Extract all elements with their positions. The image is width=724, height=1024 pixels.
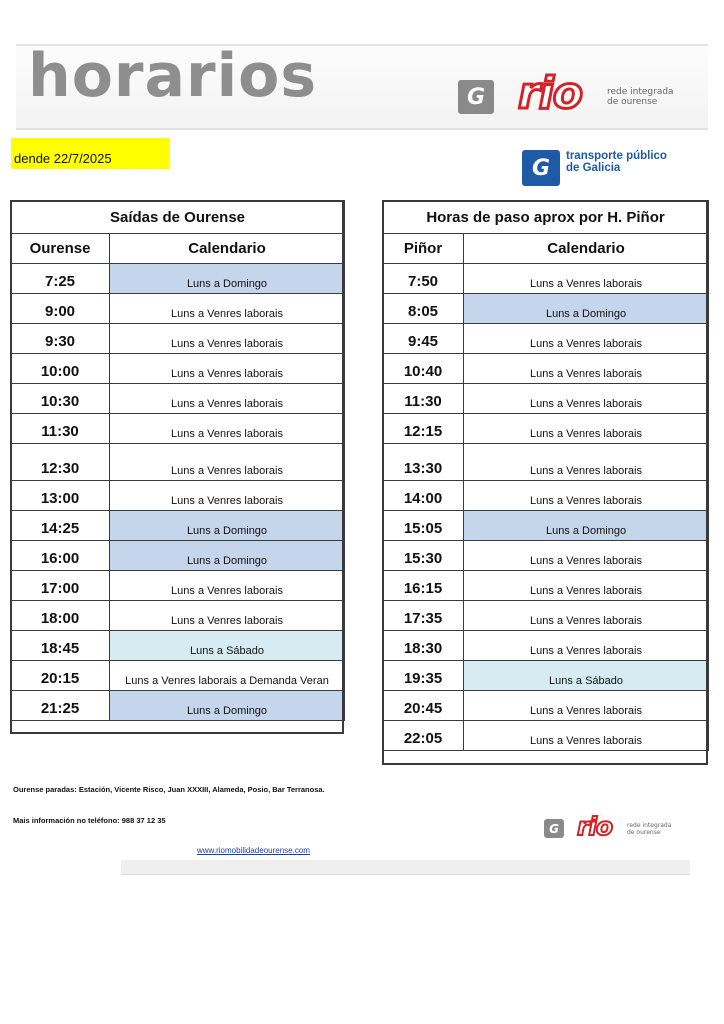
column-header-time: Ourense [11, 233, 110, 263]
table-title: Horas de paso aprox por H. Piñor [383, 201, 709, 233]
table-row [383, 353, 709, 383]
departure-time: 9:00 [11, 293, 110, 323]
calendar-cell: Luns a Domingo [110, 510, 345, 540]
calendar-cell: Luns a Venres laborais [464, 720, 709, 750]
departure-time: 9:30 [11, 323, 110, 353]
calendar-cell: Luns a Venres laborais [110, 293, 345, 323]
galicia-logo-small-glyph: G [549, 821, 559, 836]
page-title: horarios [28, 41, 318, 111]
table-row [383, 570, 709, 600]
calendar-cell: Luns a Venres laborais [110, 413, 345, 443]
table-row [11, 353, 345, 383]
departure-time: 10:30 [11, 383, 110, 413]
departure-time: 15:30 [383, 540, 464, 570]
website-link[interactable]: www.riomobilidadeourense.com [197, 846, 310, 855]
calendar-cell: Luns a Venres laborais a Demanda Veran [110, 660, 345, 690]
departure-time: 18:00 [11, 600, 110, 630]
calendar-cell: Luns a Venres laborais [464, 570, 709, 600]
table-row [11, 690, 345, 720]
transport-logo-text [566, 150, 667, 174]
table-row [383, 540, 709, 570]
column-header-calendar: Calendario [464, 233, 709, 263]
calendar-cell: Luns a Venres laborais [464, 443, 709, 480]
table-row [383, 600, 709, 630]
rio-logo: rio [518, 68, 583, 119]
transport-galicia-logo-icon [522, 150, 560, 186]
table-row [11, 630, 345, 660]
table-row [383, 263, 709, 293]
departure-time: 8:05 [383, 293, 464, 323]
footer-band [121, 860, 690, 875]
departure-time: 11:30 [383, 383, 464, 413]
table-title-row [383, 201, 709, 233]
rio-tagline [607, 88, 674, 108]
table-row [11, 323, 345, 353]
table-row [11, 413, 345, 443]
table-row [383, 720, 709, 750]
departure-time: 18:45 [11, 630, 110, 660]
table-row [11, 570, 345, 600]
departure-time: 14:00 [383, 480, 464, 510]
calendar-cell: Luns a Venres laborais [110, 443, 345, 480]
departure-time: 11:30 [11, 413, 110, 443]
calendar-cell: Luns a Venres laborais [464, 413, 709, 443]
phone-note: Mais información no teléfono: 988 37 12 35 [13, 816, 166, 825]
table-row [11, 660, 345, 690]
table-row [11, 293, 345, 323]
departure-time: 20:45 [383, 690, 464, 720]
departure-time: 15:05 [383, 510, 464, 540]
calendar-cell: Luns a Domingo [464, 293, 709, 323]
table-title-row [11, 201, 345, 233]
calendar-cell: Luns a Venres laborais [464, 353, 709, 383]
calendar-cell: Luns a Venres laborais [464, 540, 709, 570]
table-header-row [11, 233, 345, 263]
table-row [11, 383, 345, 413]
table-row [11, 480, 345, 510]
table-row [383, 630, 709, 660]
galicia-logo-small-icon [544, 819, 564, 838]
departure-time: 12:30 [11, 443, 110, 480]
column-header-calendar: Calendario [110, 233, 345, 263]
rio-tagline-line2: de ourense [607, 96, 658, 107]
calendar-cell: Luns a Sábado [110, 630, 345, 660]
table-row [383, 660, 709, 690]
departure-time: 14:25 [11, 510, 110, 540]
departure-time: 10:40 [383, 353, 464, 383]
rio-tagline-small-line2: de ourense [627, 828, 661, 836]
table-title: Saídas de Ourense [11, 201, 345, 233]
table-row [11, 443, 345, 480]
calendar-cell: Luns a Venres laborais [110, 570, 345, 600]
calendar-cell: Luns a Venres laborais [110, 323, 345, 353]
calendar-cell: Luns a Sábado [464, 660, 709, 690]
calendar-cell: Luns a Venres laborais [464, 323, 709, 353]
table-row [11, 263, 345, 293]
calendar-cell: Luns a Venres laborais [464, 383, 709, 413]
galicia-logo-icon [458, 80, 494, 114]
transport-logo-line1: transporte público [566, 150, 667, 162]
rio-logo-small: rio [577, 812, 613, 841]
departure-time: 13:00 [11, 480, 110, 510]
column-header-time: Piñor [383, 233, 464, 263]
calendar-cell: Luns a Venres laborais [110, 480, 345, 510]
departure-time: 17:00 [11, 570, 110, 600]
calendar-cell: Luns a Domingo [110, 690, 345, 720]
calendar-cell: Luns a Domingo [110, 263, 345, 293]
rio-tagline-small [627, 823, 671, 836]
departure-time: 9:45 [383, 323, 464, 353]
calendar-cell: Luns a Venres laborais [464, 690, 709, 720]
table-row [383, 293, 709, 323]
calendar-cell: Luns a Domingo [464, 510, 709, 540]
table-row [11, 510, 345, 540]
valid-from-date: dende 22/7/2025 [11, 138, 170, 169]
stops-note: Ourense paradas: Estación, Vicente Risco, Juan XXXIII, Alameda, Posio, Bar Terranosa. [13, 785, 325, 794]
calendar-cell: Luns a Domingo [110, 540, 345, 570]
calendar-cell: Luns a Venres laborais [464, 600, 709, 630]
departures-ourense-table [10, 200, 345, 721]
calendar-cell: Luns a Venres laborais [110, 353, 345, 383]
calendar-cell: Luns a Venres laborais [110, 600, 345, 630]
table-row [383, 323, 709, 353]
table-row [383, 510, 709, 540]
table-row [383, 383, 709, 413]
table-row [383, 480, 709, 510]
calendar-cell: Luns a Venres laborais [464, 263, 709, 293]
transport-logo-glyph: G [531, 155, 551, 181]
departure-time: 18:30 [383, 630, 464, 660]
departure-time: 22:05 [383, 720, 464, 750]
departure-time: 20:15 [11, 660, 110, 690]
calendar-cell: Luns a Venres laborais [464, 630, 709, 660]
galicia-logo-glyph: G [466, 84, 486, 110]
departure-time: 10:00 [11, 353, 110, 383]
table-row [11, 540, 345, 570]
departure-time: 13:30 [383, 443, 464, 480]
table-row [11, 600, 345, 630]
pass-times-pinor-table [382, 200, 709, 751]
departure-time: 12:15 [383, 413, 464, 443]
calendar-cell: Luns a Venres laborais [110, 383, 345, 413]
rio-tagline-line1: rede integrada [607, 87, 674, 97]
departure-time: 16:15 [383, 570, 464, 600]
table-header-row [383, 233, 709, 263]
departure-time: 7:25 [11, 263, 110, 293]
departure-time: 16:00 [11, 540, 110, 570]
table-row [383, 413, 709, 443]
departure-time: 17:35 [383, 600, 464, 630]
rio-tagline-small-line1: rede integrada [627, 822, 672, 829]
departure-time: 7:50 [383, 263, 464, 293]
departure-time: 21:25 [11, 690, 110, 720]
transport-logo-line2: de Galicia [566, 162, 621, 175]
table-row [383, 690, 709, 720]
departure-time: 19:35 [383, 660, 464, 690]
table-row [383, 443, 709, 480]
calendar-cell: Luns a Venres laborais [464, 480, 709, 510]
